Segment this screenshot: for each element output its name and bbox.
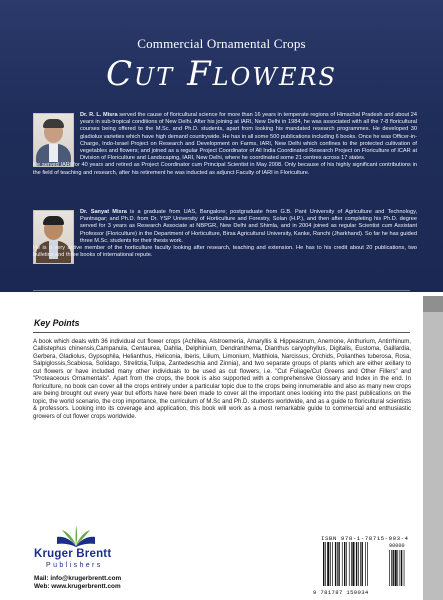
key-points-rule [33, 332, 410, 333]
author-photo [33, 113, 74, 167]
author-bio [33, 209, 418, 259]
publisher-subtitle: Publishers [46, 562, 103, 569]
barcode-digits: 9 781787 150034 [313, 589, 369, 596]
author-bio-text: served the cause of floricultural science for more than 16 years in temperate regions of Himachal Pradesh and about 24 years in sub-tropical conditions of New Delhi. After his joining at IARI, New Delhi in 1984, he was associated with all the 7-8 floricultural courses being offered to the M.Sc. and Ph.D. students, apart from looking his mandated research programmes. He developed 30 gladiolus varieties which have high demand countrywide. He has in all some 500 publications including 6 books. Once he was Officer-in-Charge, Indo-Israel Project on Research and Development on Farms, IARI, New Delhi which confines to the protected cultivation of vegetables and flowers; and joined as a regular Project Coordinator of All India Coordinated Research Project on Floriculture of ICAR at Division of Floriculture and Landscaping, IARI, New Delhi, where he coordinated some 21 centres across 17 states. [80, 112, 417, 162]
author-bio [33, 112, 417, 177]
key-points-heading: Key Points [34, 318, 80, 328]
author-name: Dr. R. L. Misra [80, 112, 118, 118]
series-subtitle: Commercial Ornamental Crops [137, 36, 306, 51]
spine-strip [423, 296, 443, 600]
band-divider [33, 290, 410, 291]
author-band [0, 0, 443, 292]
book-title: Cut Flowers [106, 54, 337, 94]
publisher-logo [34, 524, 134, 574]
publisher-web: Web: www.krugerbrentt.com [34, 583, 121, 591]
publisher-contact [34, 575, 121, 592]
book-icon [56, 524, 96, 548]
key-points-text: A book which deals with 36 individual cut flower crops (Achillea, Alstroemeria, Amaryllis & Hippeastrum, Anemone, Anthurium, Antirrhinum, Callistephus chinensis,Campanula, Centaurea, Dahlia, Delphinium, Dendranthema, Dianthus caryophyllus, Digitalis, Eustoma, Gaillardia, Gerbera, Gladiolus, Gypsophila, Helianthus, Heliconia, Iberis, Lilium, Limonium, Matthiola, Narcissus, Orchids, Polianthes tuberosa, Rosa, Salpiglossis,Scabiosa, Solidago, Strelitzia,Tulipa, Zantedeschia and Zinnia), and two separate groups of plants which are either axillary to cut flowers or have included many other individuals to be used as cut flowers, i.e. "Cut Foliage/Cut Greens and Other Fillers" and "Proteaceous Ornamentals". Apart from the crops, the book is also supported with a comprehensive Glossary and Index in the end. In floriculture, no book can cover all the crops entirely under a particular topic due to the crops being innumerable and also as many new crops are being brought out every year but efforts have here been made to cover all the important ones looking into the past publications on the topic, the world scenario, the crop importance, the curriculum of M.Sc and Ph.D. students worldwide, and as a guide to floricultural scientists & professors. Looking into its coverage and application, this book will work as a most remarkable guide to commercial and enthusiastic growers of cut flower crops worldwide. [33, 338, 411, 420]
author-bio-continued: He is a very active member of the horticulture faculty looking after research, teaching and extension. He has to his credit about 20 publications, two bulletins and three books of international repute. [33, 245, 417, 259]
isbn-label: ISBN 978-1-78715-003-4 [321, 535, 409, 542]
publisher-name: Kruger Brentt [34, 548, 112, 560]
publisher-mail: Mail: info@krugerbrentt.com [34, 575, 122, 582]
author-bio-continued: He served IARI for 40 years and retired as Project Coordinator cum Principal Scientist in May 2008. Only because of his highly significant contributions in the field of teaching and research, after his retirement he was inducted as adjunct Faculty of IARI in Floriculture. [33, 162, 417, 176]
price-code: 90000 [389, 543, 405, 549]
author-bio-text: is a graduate from UAS, Bangalore; postgraduate from G.B. Pant University of Agriculture and Technology, Pantnagar; and Ph.D. from Dr. YSP University of Horticulture and Forestry, Solan (H.P.), and then after completing his Ph.D. degree served for 3 years as Research Associate at NBPGR, New Delhi and Shimla, and in 2004 joined as regular Scientist cum Assistant Professor (Floriculture) in the Department of Horticulture, Birsa Agricultural University, Kanke, Ranchi (Jharkhand). So far he has guided three M.Sc. students for their thesis work. [80, 209, 418, 244]
author-name: Dr. Sanyat Misra [80, 209, 127, 215]
